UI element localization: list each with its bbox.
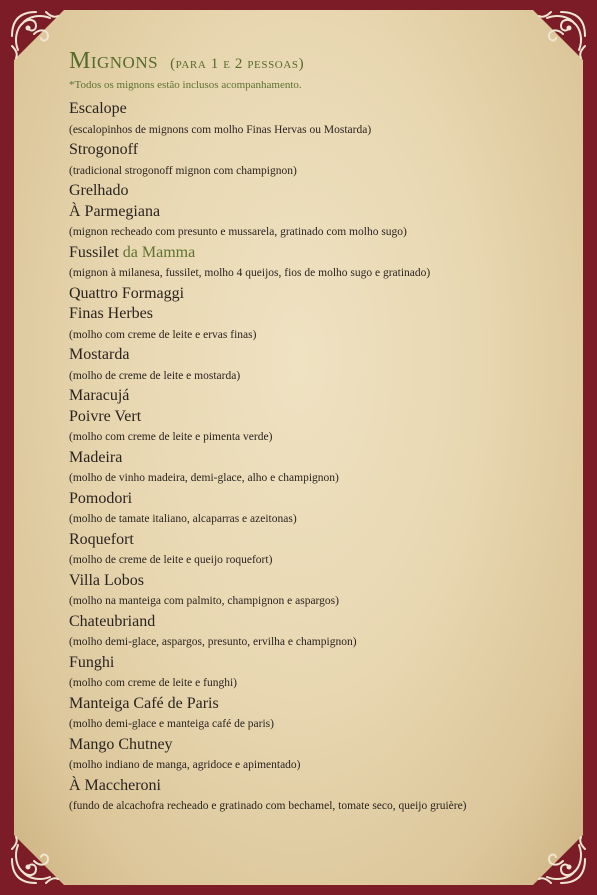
dish-description: (molho demi-glace e manteiga café de paris): [69, 718, 274, 730]
dish-description: (molho de vinho madeira, demi-glace, alho e champignon): [69, 472, 339, 484]
dish-name: [69, 530, 549, 551]
menu-item-list: [69, 99, 549, 817]
dish-name: [69, 140, 549, 161]
dish-description: (molho de creme de leite e mostarda): [69, 369, 241, 382]
dish-description: (escalopinhos de mignons com molho Finas Hervas ou Mostarda): [69, 123, 372, 136]
dish-name-text: Poivre Vert: [69, 407, 142, 425]
dish-name: [69, 243, 549, 264]
dish-description: (molho com creme de leite e ervas finas): [69, 328, 257, 341]
dish-name: [69, 345, 549, 366]
dish-name-text: Villa Lobos: [69, 571, 145, 589]
menu-item: [69, 612, 549, 653]
section-subtitle: (para 1 e 2 pessoas): [170, 56, 305, 72]
dish-name-text: Chateubriand: [69, 612, 156, 630]
dish-name: [69, 99, 549, 120]
menu-item: [69, 448, 549, 489]
menu-item: [69, 571, 549, 612]
menu-item: [69, 243, 549, 284]
dish-description: (mignon à milanesa, fussilet, molho 4 queijos, fios de molho sugo e gratinado): [69, 267, 431, 279]
menu-item: [69, 99, 549, 140]
dish-description: (fundo de alcachofra recheado e gratinado com bechamel, tomate seco, queijo gruière): [69, 800, 467, 812]
dish-name: [69, 776, 549, 797]
dish-name-text: Manteiga Café de Paris: [69, 694, 219, 712]
scroll-ornament-icon: [6, 833, 62, 889]
dish-name-text: Finas Herbes: [69, 305, 153, 322]
scroll-ornament-icon: [6, 6, 62, 62]
dish-name: [69, 694, 549, 715]
menu-item: [69, 284, 549, 305]
dish-name: [69, 386, 549, 407]
dish-description: (molho de creme de leite e queijo roquefort): [69, 554, 273, 566]
dish-name: [69, 284, 549, 305]
dish-name: [69, 202, 549, 223]
dish-description: (molho com creme de leite e pimenta verde): [69, 431, 273, 443]
dish-name-text: Pomodori: [69, 489, 133, 507]
dish-name: [69, 448, 549, 469]
dish-description: (tradicional strogonoff mignon com champignon): [69, 164, 297, 177]
dish-name: [69, 612, 549, 633]
dish-name-text: Funghi: [69, 653, 115, 671]
menu-item: [69, 202, 549, 243]
dish-name-text: Madeira: [69, 448, 123, 466]
dish-name-accent: da Mamma: [122, 243, 196, 261]
dish-name-text: Strogonoff: [69, 141, 139, 158]
dish-description: (molho de tamate italiano, alcaparras e azeitonas): [69, 513, 297, 525]
dish-name-text: Escalope: [69, 100, 127, 117]
section-note: *Todos os mignons estão inclusos acompanhamento.: [69, 79, 302, 91]
dish-name-text: À Maccheroni: [69, 776, 161, 794]
menu-item: [69, 776, 549, 817]
dish-name: [69, 735, 549, 756]
menu-content: [69, 48, 549, 817]
menu-item: [69, 735, 549, 776]
dish-name-text: Fussilet: [69, 243, 119, 261]
menu-item: [69, 386, 549, 407]
dish-name-text: Roquefort: [69, 530, 134, 548]
dish-name: [69, 489, 549, 510]
dish-description: (mignon recheado com presunto e mussarela, gratinado com molho sugo): [69, 226, 407, 238]
dish-description: (molho com creme de leite e funghi): [69, 677, 237, 689]
menu-item: [69, 530, 549, 571]
menu-item: [69, 694, 549, 735]
dish-name: [69, 181, 549, 202]
dish-name-text: Quattro Formaggi: [69, 284, 185, 302]
scroll-ornament-icon: [535, 833, 591, 889]
menu-item: [69, 407, 549, 448]
dish-name: [69, 304, 549, 325]
menu-item: [69, 345, 549, 386]
dish-name-text: Mango Chutney: [69, 735, 173, 753]
menu-item: [69, 489, 549, 530]
dish-name: [69, 653, 549, 674]
dish-name-text: Grelhado: [69, 182, 129, 199]
section-title: Mignons: [69, 48, 159, 74]
dish-name-text: À Parmegiana: [69, 202, 161, 220]
dish-description: (molho indiano de manga, agridoce e apimentado): [69, 759, 301, 771]
dish-name: [69, 571, 549, 592]
menu-item: [69, 140, 549, 181]
dish-description: (molho na manteiga com palmito, champignon e aspargos): [69, 595, 339, 607]
menu-item: [69, 181, 549, 202]
menu-item: [69, 304, 549, 345]
dish-name-text: Mostarda: [69, 346, 130, 363]
menu-header: [69, 48, 549, 78]
dish-description: (molho demi-glace, aspargos, presunto, ervilha e champignon): [69, 636, 357, 648]
dish-name-text: Maracujá: [69, 387, 130, 404]
menu-item: [69, 653, 549, 694]
dish-name: [69, 407, 549, 428]
